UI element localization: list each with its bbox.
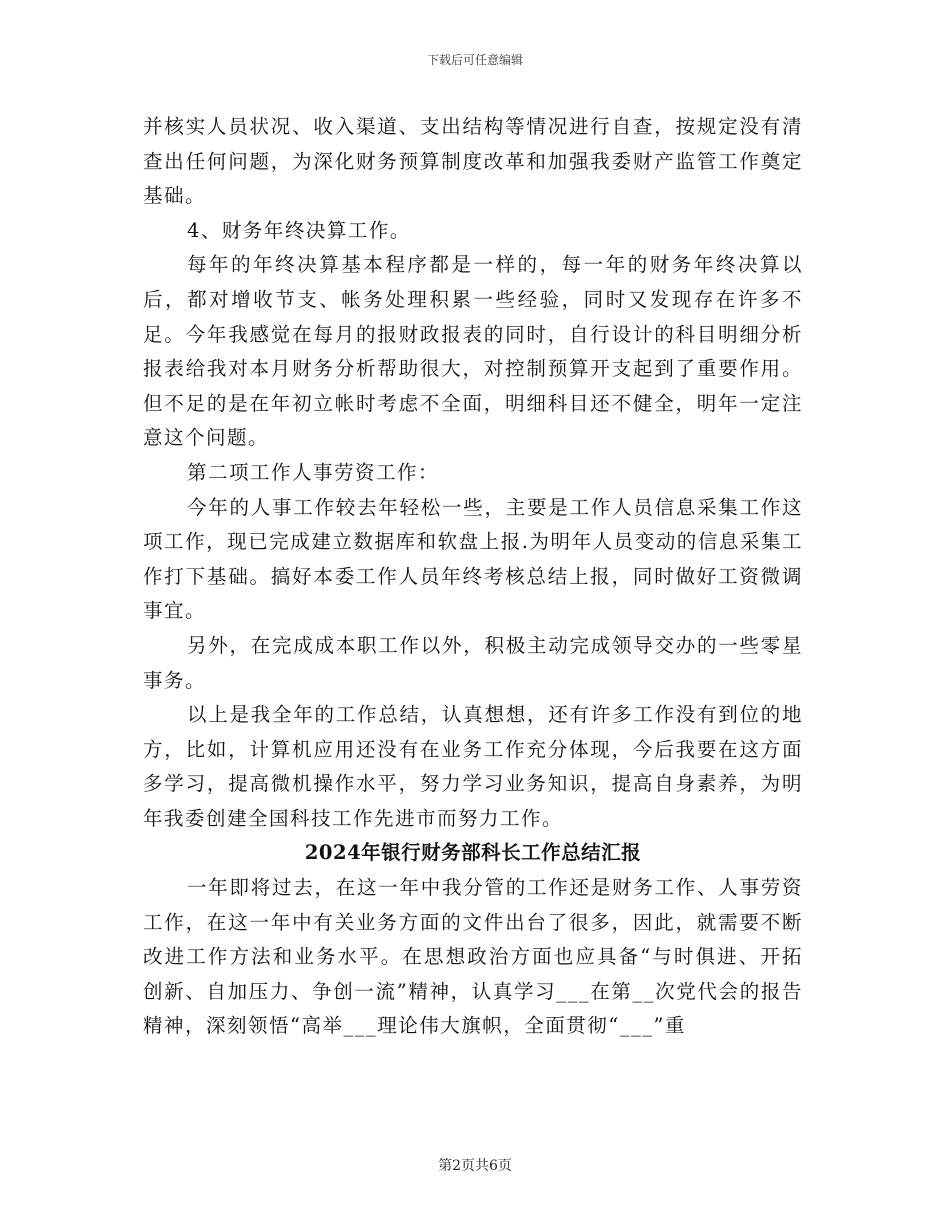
section-title: 2024年银行财务部科长工作总结汇报 bbox=[304, 841, 642, 865]
paragraph-verification: 并核实人员状况、收入渠道、支出结构等情况进行自查，按规定没有清查出任何问题，为深化财务预算制度改革和加强我委财产监管工作奠定基础。 bbox=[143, 115, 803, 208]
page-number-footer: 第2页共6页 bbox=[438, 1158, 512, 1174]
document-body bbox=[143, 110, 803, 1044]
page-header-note: 下载后可任意编辑 bbox=[426, 53, 523, 67]
paragraph-summary: 以上是我全年的工作总结，认真想想，还有许多工作没有到位的地方，比如，计算机应用还没有在业务工作充分体现，今后我要在这方面多学习，提高微机操作水平，努力学习业务知识，提高自身素养，为明年我委创建全国科技工作先进市而努力工作。 bbox=[143, 703, 803, 830]
paragraph-heading-personnel: 第二项工作人事劳资工作： bbox=[187, 460, 440, 484]
paragraph-heading-year-end-accounts: 4、财务年终决算工作。 bbox=[187, 218, 411, 242]
paragraph-personnel: 今年的人事工作较去年轻松一些，主要是工作人员信息采集工作这项工作，现已完成建立数据库和软盘上报.为明年人员变动的信息采集工作打下基础。搞好本委工作人员年终考核总结上报，同时做好工资微调事宜。 bbox=[143, 495, 803, 623]
paragraph-report-intro: 一年即将过去，在这一年中我分管的工作还是财务工作、人事劳资工作，在这一年中有关业务方面的文件出台了很多，因此，就需要不断改进工作方法和业务水平。在思想政治方面也应具备“与时俱进、开拓创新、自加压力、争创一流”精神，认真学习___在第__次党代会的报告精神，深刻领悟“高举___理论伟大旗帜，全面贯彻“___”重 bbox=[143, 876, 803, 1038]
paragraph-year-end-accounts: 每年的年终决算基本程序都是一样的，每一年的财务年终决算以后，都对增收节支、帐务处理积累一些经验，同时又发现存在许多不足。今年我感觉在每月的报财政报表的同时，自行设计的科目明细分析报表给我对本月财务分析帮助很大，对控制预算开支起到了重要作用。但不足的是在年初立帐时考虑不全面，明细科目还不健全，明年一定注意这个问题。 bbox=[143, 253, 803, 450]
paragraph-additional-tasks: 另外，在完成成本职工作以外，积极主动完成领导交办的一些零星事务。 bbox=[143, 633, 803, 692]
